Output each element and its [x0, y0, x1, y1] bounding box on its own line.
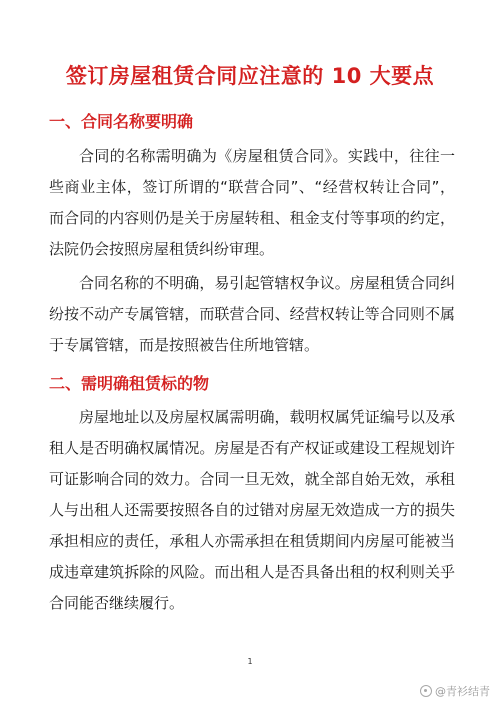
watermark	[420, 683, 490, 699]
document-title: 签订房屋租赁合同应注意的 10 大要点	[65, 64, 435, 88]
page-number: 1	[247, 657, 253, 666]
section-heading-1: 一、合同名称要明确	[49, 112, 194, 131]
watermark-text: @青衫结青	[435, 685, 490, 698]
paragraph: 合同的名称需明确为《房屋租赁合同》。实践中，往往一些商业主体，签订所谓的“联营合同”、“经营权转让合同”，而合同的内容则仍是关于房屋转租、租金支付等事项的约定，法院仍会按照房屋租赁纠纷审理。	[49, 147, 455, 258]
paragraph: 房屋地址以及房屋权属需明确，载明权属凭证编号以及承租人是否明确权属情况。房屋是否有产权证或建设工程规划许可证影响合同的效力。合同一旦无效，就全部自始无效，承租人与出租人还需要按照各自的过错对房屋无效造成一方的损失承担相应的责任，承租人亦需承担在租赁期间内房屋可能被当成违章建筑拆除的风险。而出租人是否具备出租的权利则关乎合同能否继续履行。	[49, 408, 455, 612]
watermark-logo-icon	[420, 685, 432, 697]
section-heading-2: 二、需明确租赁标的物	[49, 374, 210, 393]
paragraph: 合同名称的不明确，易引起管辖权争议。房屋租赁合同纠纷按不动产专属管辖，而联营合同、经营权转让等合同则不属于专属管辖，而是按照被告住所地管辖。	[49, 274, 455, 354]
